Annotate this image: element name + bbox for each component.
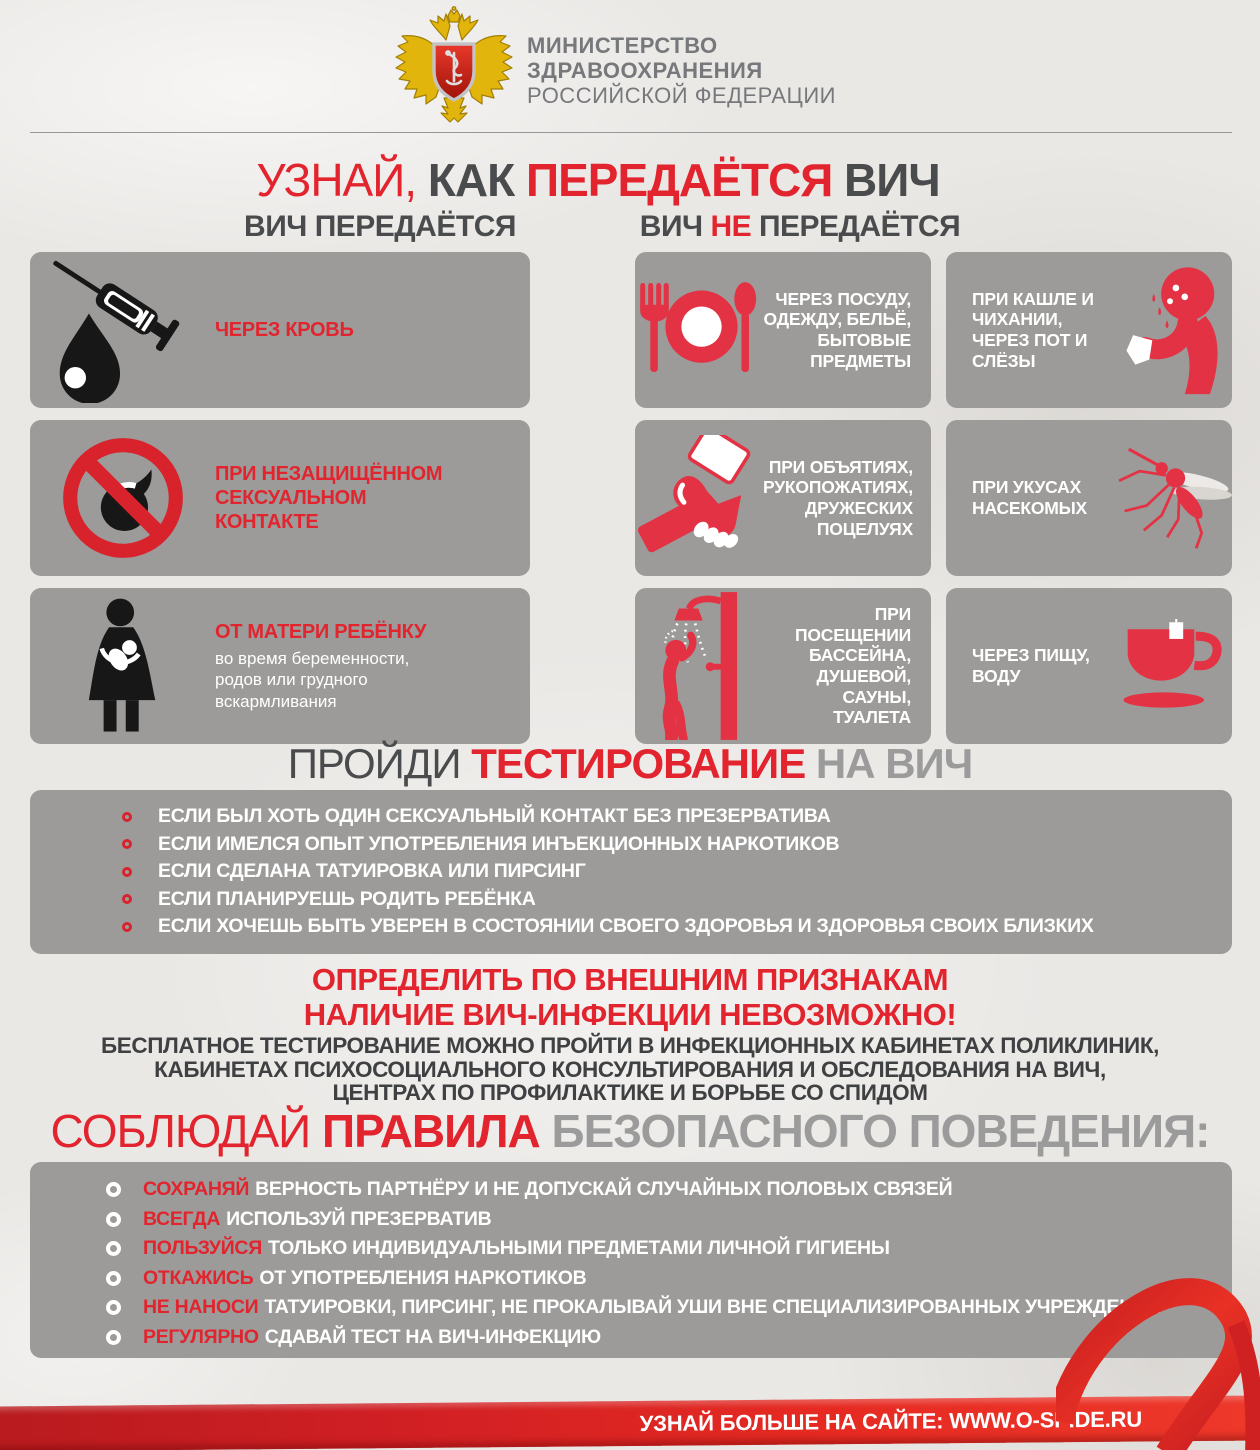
no-condom-icon: [57, 432, 189, 564]
card-insect-bites: [946, 420, 1232, 576]
card-food-water: [946, 588, 1232, 744]
red-awareness-ribbon-icon: [1056, 1232, 1260, 1450]
header-divider: [30, 132, 1232, 133]
card-unprotected-sex: [30, 420, 530, 576]
card-mother-to-child: [30, 588, 530, 744]
tableware-icon: [636, 275, 762, 385]
card-pool-shower: [635, 588, 931, 744]
card-text: ЧЕРЕЗ ПОСУДУ, ОДЕЖДУ, БЕЛЬЁ, БЫТОВЫЕ ПРЕДМЕТЫ: [763, 288, 911, 371]
bullet-icon: [106, 1271, 121, 1286]
list-item: ОТКАЖИСЬ ОТ УПОТРЕБЛЕНИЯ НАРКОТИКОВ: [30, 1264, 1232, 1294]
page-title: УЗНАЙ, КАК ПЕРЕДАЁТСЯ ВИЧ: [256, 154, 940, 206]
mosquito-icon: [1108, 436, 1232, 560]
bullet-icon: [122, 894, 132, 904]
ministry-line: РОССИЙСКОЙ ФЕДЕРАЦИИ: [527, 83, 836, 108]
card-text: ЧЕРЕЗ ПИЩУ, ВОДУ: [972, 645, 1090, 686]
testing-reasons-list: [30, 790, 1232, 954]
bullet-icon: [122, 867, 132, 877]
rules-heading: СОБЛЮДАЙ ПРАВИЛА БЕЗОПАСНОГО ПОВЕДЕНИЯ:: [50, 1105, 1210, 1157]
column-header-not-transmits: ВИЧ НЕ ПЕРЕДАЁТСЯ: [639, 210, 961, 243]
list-item: ЕСЛИ ХОЧЕШЬ БЫТЬ УВЕРЕН В СОСТОЯНИИ СВОЕГО ЗДОРОВЬЯ И ЗДОРОВЬЯ СВОИХ БЛИЗКИХ: [30, 913, 1232, 941]
card-cough-sneeze: [946, 252, 1232, 408]
list-item: ЕСЛИ ПЛАНИРУЕШЬ РОДИТЬ РЕБЁНКА: [30, 886, 1232, 914]
ministry-line: ЗДРАВООХРАНЕНИЯ: [527, 58, 763, 83]
sneezing-person-icon: [1111, 261, 1229, 399]
testing-heading: ПРОЙДИ ТЕСТИРОВАНИЕ НА ВИЧ: [287, 740, 973, 787]
list-item: ЕСЛИ БЫЛ ХОТЬ ОДИН СЕКСУАЛЬНЫЙ КОНТАКТ БЕЗ ПРЕЗЕРВАТИВА: [30, 803, 1232, 831]
card-title: ПРИ НЕЗАЩИЩЁННОМ СЕКСУАЛЬНОМ КОНТАКТЕ: [215, 463, 443, 533]
bullet-icon: [122, 922, 132, 932]
card-title: ЧЕРЕЗ КРОВЬ: [215, 319, 354, 341]
column-header-transmits: ВИЧ ПЕРЕДАЁТСЯ: [244, 210, 516, 243]
handshake-icon: [638, 435, 760, 561]
card-text: ПРИ КАШЛЕ И ЧИХАНИИ, ЧЕРЕЗ ПОТ И СЛЁЗЫ: [972, 288, 1094, 371]
free-testing-info: БЕСПЛАТНОЕ ТЕСТИРОВАНИЕ МОЖНО ПРОЙТИ В ИНФЕКЦИОННЫХ КАБИНЕТАХ ПОЛИКЛИНИК, КАБИНЕТАХ ПСИХОСОЦИАЛЬНОГО КОНСУЛЬТИРОВАНИЯ И ОБСЛЕДОВАНИЯ НА ВИЧ, ЦЕНТРАХ ПО ПРОФИЛАКТИКЕ И БОРЬБЕ СО СПИДОМ: [100, 1033, 1160, 1105]
bullet-icon: [106, 1330, 121, 1345]
bullet-icon: [106, 1182, 121, 1197]
bullet-icon: [122, 839, 132, 849]
warning-text: ОПРЕДЕЛИТЬ ПО ВНЕШНИМ ПРИЗНАКАМ НАЛИЧИЕ ВИЧ-ИНФЕКЦИИ НЕВОЗМОЖНО!: [303, 962, 957, 1032]
website-url: УЗНАЙ БОЛЬШЕ НА САЙТЕ: WWW.O-SPIDE.RU: [639, 1406, 1143, 1436]
list-item: СОХРАНЯЙ ВЕРНОСТЬ ПАРТНЁРУ И НЕ ДОПУСКАЙ СЛУЧАЙНЫХ ПОЛОВЫХ СВЯЗЕЙ: [30, 1175, 1232, 1205]
list-item: ВСЕГДА ИСПОЛЬЗУЙ ПРЕЗЕРВАТИВ: [30, 1205, 1232, 1235]
mother-child-icon: [63, 593, 183, 739]
list-item: ПОЛЬЗУЙСЯ ТОЛЬКО ИНДИВИДУАЛЬНЫМИ ПРЕДМЕТАМИ ЛИЧНОЙ ГИГИЕНЫ: [30, 1234, 1232, 1264]
card-dishes-clothes: [635, 252, 931, 408]
ministry-emblem-icon: [390, 6, 518, 130]
list-item: ЕСЛИ ИМЕЛСЯ ОПЫТ УПОТРЕБЛЕНИЯ ИНЪЕКЦИОННЫХ НАРКОТИКОВ: [30, 831, 1232, 859]
card-hugs-handshakes: [635, 420, 931, 576]
safety-rules-list: [30, 1162, 1232, 1358]
bullet-icon: [106, 1212, 121, 1227]
bullet-icon: [106, 1241, 121, 1256]
bullet-icon: [106, 1300, 121, 1315]
list-item: РЕГУЛЯРНО СДАВАЙ ТЕСТ НА ВИЧ-ИНФЕКЦИЮ: [30, 1323, 1232, 1353]
ministry-line: МИНИСТЕРСТВО: [527, 33, 718, 58]
card-text: ПРИ ОБЪЯТИЯХ, РУКОПОЖАТИЯХ, ДРУЖЕСКИХ ПОЦЕЛУЯХ: [763, 456, 913, 539]
card-text: ПРИ ПОСЕЩЕНИИ БАССЕЙНА, ДУШЕВОЙ, САУНЫ, ТУАЛЕТА: [794, 604, 911, 728]
ministry-name: [527, 33, 836, 108]
card-blood: [30, 252, 530, 408]
list-item: ЕСЛИ СДЕЛАНА ТАТУИРОВКА ИЛИ ПИРСИНГ: [30, 858, 1232, 886]
bullet-icon: [122, 812, 132, 822]
card-text: ПРИ УКУСАХ НАСЕКОМЫХ: [972, 477, 1088, 518]
list-item: НЕ НАНОСИ ТАТУИРОВКИ, ПИРСИНГ, НЕ ПРОКАЛЫВАЙ УШИ ВНЕ СПЕЦИАЛИЗИРОВАННЫХ УЧРЕЖДЕНИЙ: [30, 1293, 1232, 1323]
card-title: ОТ МАТЕРИ РЕБЁНКУ: [215, 621, 427, 644]
teacup-icon: [1111, 619, 1229, 713]
shower-icon: [643, 592, 755, 740]
card-body: во время беременности, родов или грудного вскармливания: [215, 649, 410, 711]
syringe-blood-icon: [39, 257, 207, 403]
